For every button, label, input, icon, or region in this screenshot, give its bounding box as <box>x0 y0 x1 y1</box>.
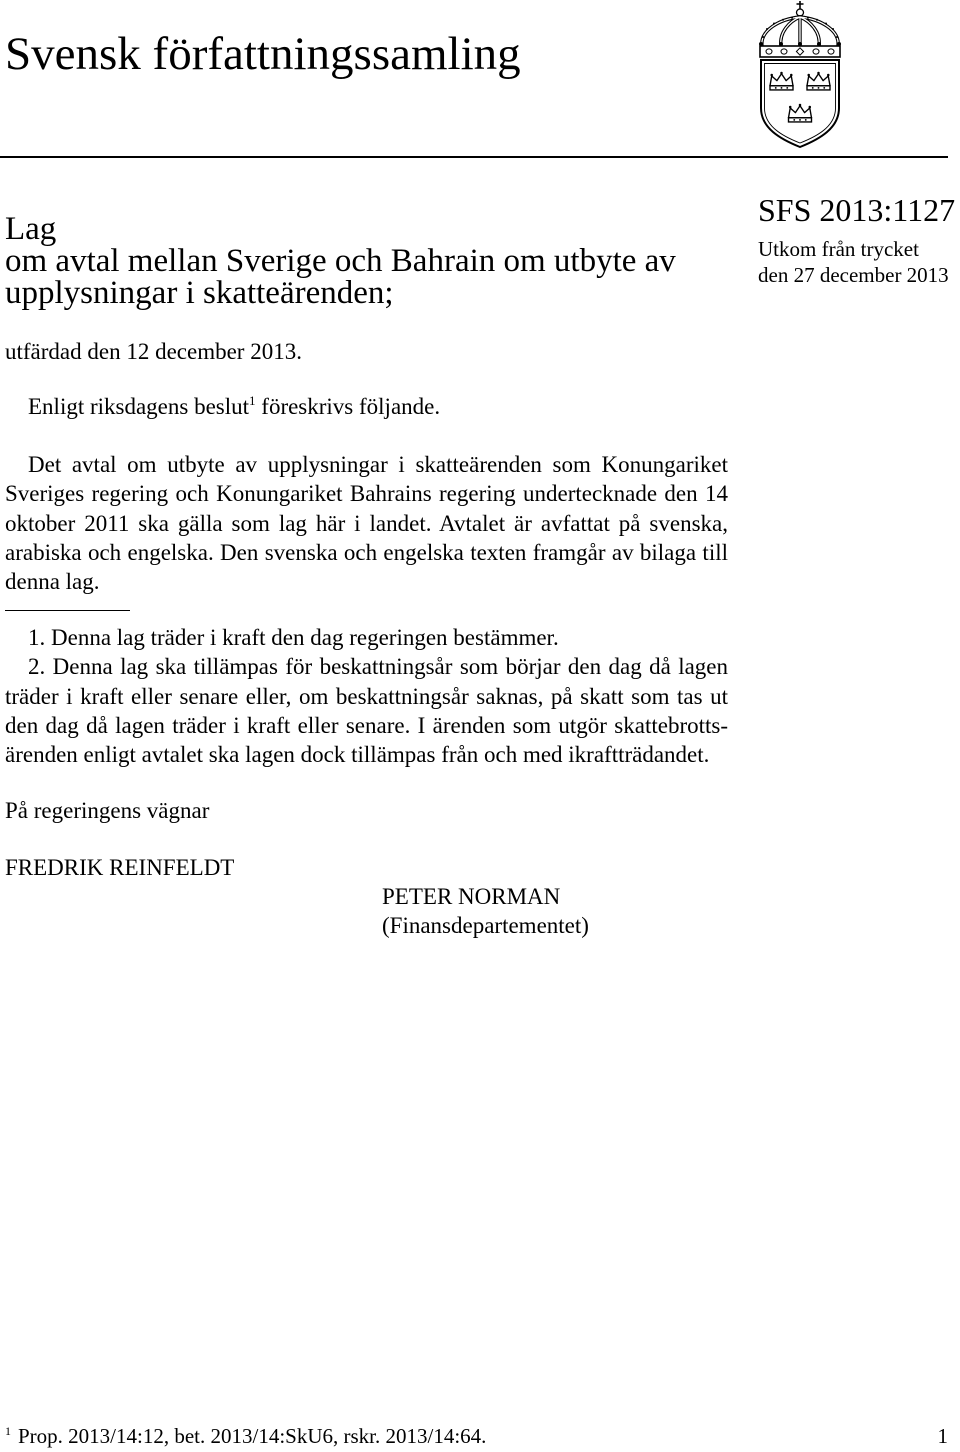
provision-line: den dag då lagen träder i kraft eller senare. I ärenden som utgör skattebrotts- <box>5 712 728 738</box>
provision-number: 2. <box>28 654 46 680</box>
law-title-line: om avtal mellan Sverige och Bahrain om utbyte av <box>5 243 676 279</box>
footnote-text: Prop. 2013/14:12, bet. 2013/14:SkU6, rskr. 2013/14:64. <box>18 1424 487 1448</box>
paragraph-line: Det avtal om utbyte av upplysningar i skatteärenden som Konungariket <box>28 452 728 477</box>
publication-date-line: den 27 december 2013 <box>758 263 949 287</box>
footnote-marker: 1 <box>5 1424 11 1438</box>
provision-text: Denna lag träder i kraft den dag regeringen bestämmer. <box>51 625 559 650</box>
section-divider <box>5 610 130 611</box>
signatory-department: (Finansdepartementet) <box>382 913 589 938</box>
publication-title: Svensk författningssamling <box>5 28 521 80</box>
provision-line: träder i kraft eller senare eller, om beskattningsår saknas, på skatt som tas ut <box>5 683 728 709</box>
publication-date <box>758 236 949 288</box>
issued-date: utfärdad den 12 december 2013. <box>5 339 302 364</box>
signatory-name: PETER NORMAN <box>382 884 561 909</box>
closing-formula: På regeringens vägnar <box>5 798 210 823</box>
preamble-text: föreskrivs följande. <box>255 394 441 419</box>
transitional-provisions <box>5 623 728 769</box>
shield <box>761 60 839 147</box>
preamble-text: Enligt riksdagens beslut <box>28 394 250 419</box>
provision-line: ärenden enligt avtalet ska lagen dock tillämpas från och med ikraftträdandet. <box>5 742 710 768</box>
swedish-coat-of-arms-icon <box>752 0 848 148</box>
law-kind: Lag <box>5 211 57 247</box>
footnote <box>5 1424 486 1448</box>
paragraph-line: denna lag. <box>5 569 100 595</box>
footnote-reference: 1 <box>249 393 256 408</box>
publication-date-line: Utkom från trycket <box>758 237 919 261</box>
page-number: 1 <box>937 1424 948 1448</box>
law-title <box>5 213 676 309</box>
signatory-name: FREDRIK REINFELDT <box>5 855 235 880</box>
royal-crown <box>759 1 841 57</box>
paragraph-line: arabiska och engelska. Den svenska och engelska texten framgår av bilaga till <box>5 539 728 565</box>
sfs-number: SFS 2013:1127 <box>758 192 956 228</box>
preamble <box>28 392 440 421</box>
countersignature <box>382 882 589 940</box>
body-paragraph <box>5 450 728 596</box>
paragraph-line: Sveriges regering och Konungariket Bahrains regering undertecknade den 14 <box>5 481 728 507</box>
provision-text: Denna lag ska tillämpas för beskattningsår som börjar den dag då lagen <box>52 654 729 680</box>
header-divider <box>0 156 948 158</box>
law-title-line: upplysningar i skatteärenden; <box>5 275 394 311</box>
provision-line <box>5 652 728 681</box>
provision-number: 1. <box>28 625 46 650</box>
paragraph-line: oktober 2011 ska gälla som lag här i landet. Avtalet är avfattat på svenska, <box>5 510 728 536</box>
provision-line <box>5 623 728 652</box>
